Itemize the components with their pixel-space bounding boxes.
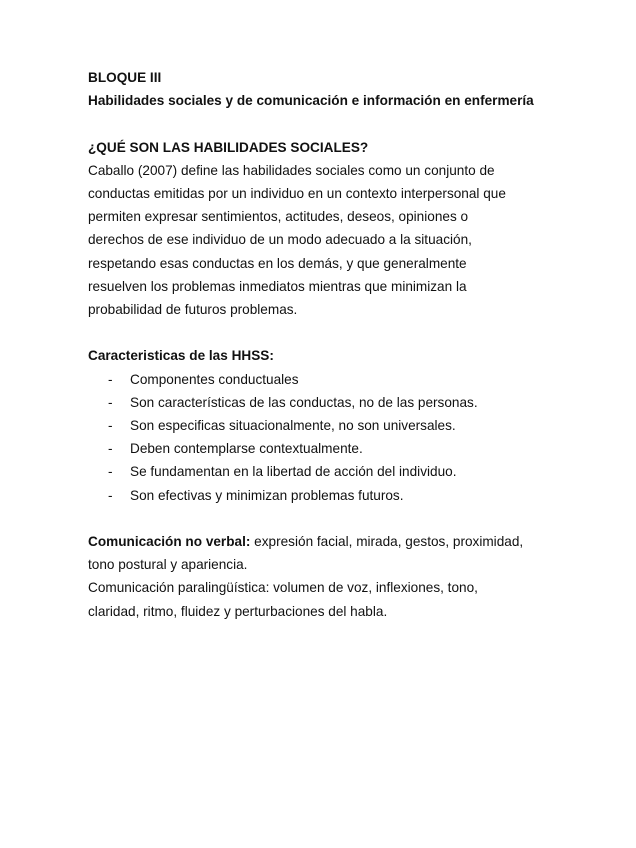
block-label: BLOQUE III — [88, 70, 162, 85]
list-item: - Son efectivas y minimizan problemas futuros. — [88, 484, 588, 507]
spacer — [88, 112, 588, 135]
paralinguistic-line: Comunicación paralingüística: volumen de voz, inflexiones, tono, — [88, 580, 478, 596]
spacer — [88, 321, 588, 344]
list-item: - Componentes conductuales — [88, 368, 588, 391]
dash-bullet: - — [108, 418, 113, 434]
document-page — [88, 66, 588, 623]
dash-bullet: - — [108, 394, 113, 410]
dash-bullet: - — [108, 371, 113, 387]
paragraph-line: permiten expresar sentimientos, actitudes, deseos, opiniones o — [88, 209, 469, 225]
dash-bullet: - — [108, 464, 113, 480]
nonverbal-text: expresión facial, mirada, gestos, proximidad, — [250, 534, 524, 550]
dash-bullet: - — [108, 441, 113, 457]
definition-paragraph — [88, 159, 588, 321]
list-item: - Son características de las conductas, no de las personas. — [88, 391, 588, 414]
nonverbal-label: Comunicación no verbal: — [88, 534, 251, 550]
spacer — [88, 507, 588, 530]
list-item: - Deben contemplarse contextualmente. — [88, 437, 588, 460]
section-heading-what-are: ¿QUÉ SON LAS HABILIDADES SOCIALES? — [88, 139, 369, 155]
nonverbal-line-2: tono postural y apariencia. — [88, 557, 248, 573]
nonverbal-line — [88, 530, 588, 553]
paragraph-line: probabilidad de futuros problemas. — [88, 302, 298, 318]
paragraph-line: respetando esas conductas en los demás, y que generalmente — [88, 255, 467, 271]
paragraph-line: conductas emitidas por un individuo en un contexto interpersonal que — [88, 186, 506, 201]
paragraph-line: Caballo (2007) define las habilidades sociales como un conjunto de — [88, 162, 495, 178]
paralinguistic-line-2: claridad, ritmo, fluidez y perturbaciones del habla. — [88, 603, 388, 619]
characteristics-list — [88, 368, 588, 507]
list-item: - Se fundamentan en la libertad de acción del individuo. — [88, 460, 588, 483]
list-item: - Son especificas situacionalmente, no son universales. — [88, 414, 588, 437]
paragraph-line: derechos de ese individuo de un modo adecuado a la situación, — [88, 232, 472, 248]
block-subtitle: Habilidades sociales y de comunicación e información en enfermería — [88, 93, 534, 109]
characteristics-heading: Caracteristicas de las HHSS: — [88, 348, 274, 364]
paragraph-line: resuelven los problemas inmediatos mientras que minimizan la — [88, 278, 467, 294]
dash-bullet: - — [108, 487, 113, 503]
